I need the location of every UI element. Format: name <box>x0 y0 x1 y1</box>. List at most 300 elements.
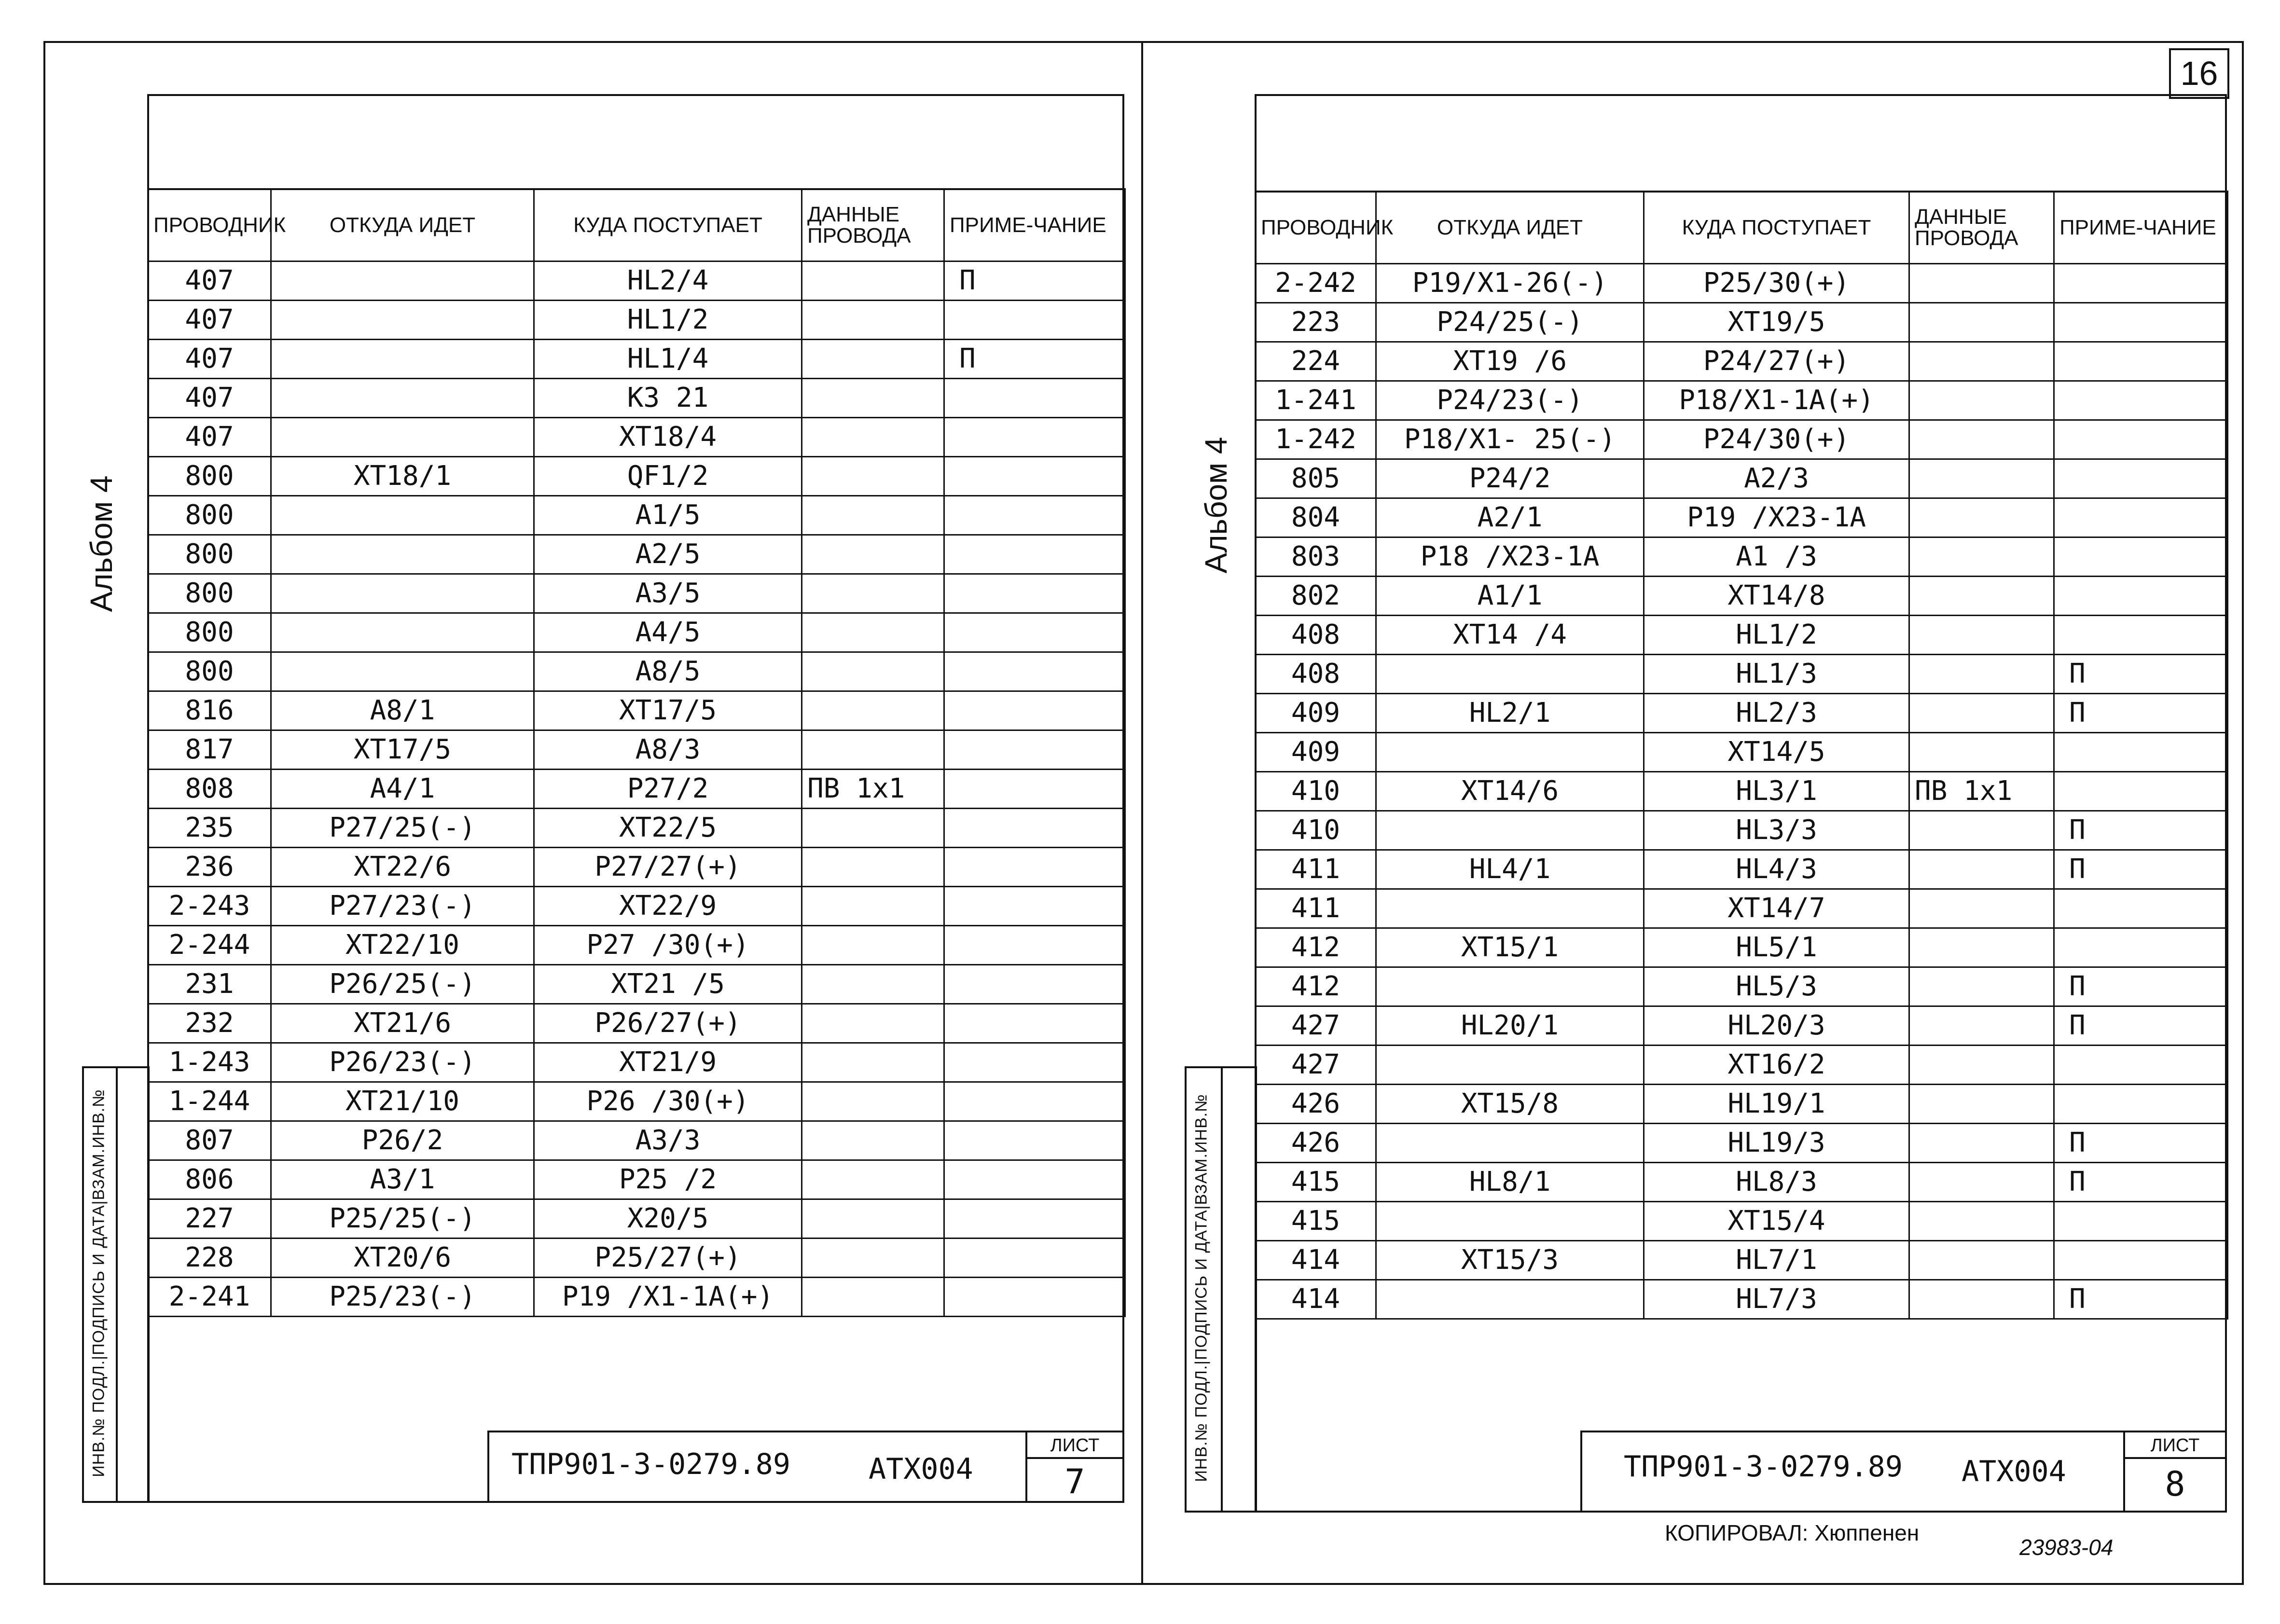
cell-to: HL4/3 <box>1644 850 1909 889</box>
cell-data <box>1909 694 2054 733</box>
stamp-divider-left <box>116 1066 118 1503</box>
column-header-from: ОТКУДА ИДЕТ <box>1376 192 1644 264</box>
cell-to: A2/3 <box>1644 459 1909 498</box>
cell-from <box>271 418 534 457</box>
cell-note <box>2054 928 2228 967</box>
cell-data <box>1909 850 2054 889</box>
cell-to: HL1/2 <box>1644 616 1909 655</box>
cell-from: P24/25(-) <box>1376 303 1644 342</box>
table-row <box>148 809 1125 848</box>
cell-data <box>1909 459 2054 498</box>
cell-from: XT14/6 <box>1376 772 1644 811</box>
cell-from: P24/2 <box>1376 459 1644 498</box>
cell-wire: 414 <box>1256 1241 1376 1280</box>
table-row <box>1256 1124 2228 1163</box>
cell-data <box>802 535 944 574</box>
cell-note: П <box>2054 967 2228 1006</box>
table-body-right <box>1256 264 2228 1319</box>
table-row <box>148 1199 1125 1239</box>
column-header-to: КУДА ПОСТУПАЕТ <box>1644 192 1909 264</box>
cell-note <box>2054 381 2228 420</box>
table-row <box>1256 577 2228 616</box>
cell-to: HL1/4 <box>534 340 802 379</box>
cell-data <box>802 1278 944 1317</box>
cell-to: HL5/3 <box>1644 967 1909 1006</box>
cell-note: П <box>2054 694 2228 733</box>
cell-data <box>802 613 944 652</box>
cell-note: П <box>2054 811 2228 850</box>
cell-to: XT21 /5 <box>534 965 802 1004</box>
cell-to: K3 21 <box>534 379 802 418</box>
cell-to: HL3/1 <box>1644 772 1909 811</box>
cell-to: HL20/3 <box>1644 1006 1909 1046</box>
cell-note: П <box>2054 1163 2228 1202</box>
cell-to: XT17/5 <box>534 691 802 730</box>
cell-to: HL8/3 <box>1644 1163 1909 1202</box>
table-row <box>148 1043 1125 1082</box>
cell-wire: 407 <box>148 261 271 301</box>
cell-from <box>271 496 534 535</box>
cell-note <box>944 379 1125 418</box>
cell-wire: 411 <box>1256 850 1376 889</box>
cell-wire: 427 <box>1256 1006 1376 1046</box>
cell-data <box>802 730 944 770</box>
cell-note <box>944 1199 1125 1239</box>
stamp-text-right: ИНВ.№ ПОДЛ.|ПОДПИСЬ И ДАТА|ВЗАМ.ИНВ.№ <box>1192 1094 1211 1482</box>
cell-note <box>944 887 1125 926</box>
cell-from: P26/2 <box>271 1121 534 1160</box>
cell-to: HL3/3 <box>1644 811 1909 850</box>
table-row <box>1256 772 2228 811</box>
cell-from: A1/1 <box>1376 577 1644 616</box>
cell-from: P27/23(-) <box>271 887 534 926</box>
list-number-left: 7 <box>1064 1462 1085 1501</box>
table-row <box>148 730 1125 770</box>
table-row <box>1256 655 2228 694</box>
cell-wire: 426 <box>1256 1124 1376 1163</box>
cell-from <box>271 613 534 652</box>
cell-wire: 407 <box>148 301 271 340</box>
cell-note: П <box>944 340 1125 379</box>
cell-to: QF1/2 <box>534 457 802 496</box>
cell-data: ПВ 1x1 <box>1909 772 2054 811</box>
title-block-left-edge-right <box>1580 1431 1582 1513</box>
cell-note <box>2054 889 2228 928</box>
column-header-from: ОТКУДА ИДЕТ <box>271 189 534 261</box>
cell-to: P25/27(+) <box>534 1239 802 1278</box>
cell-to: HL7/3 <box>1644 1280 1909 1319</box>
cell-wire: 410 <box>1256 772 1376 811</box>
cell-wire: 412 <box>1256 928 1376 967</box>
cell-from: P26/25(-) <box>271 965 534 1004</box>
cell-data <box>802 1239 944 1278</box>
cell-data <box>1909 889 2054 928</box>
cell-wire: 427 <box>1256 1046 1376 1085</box>
stamp-text-left: ИНВ.№ ПОДЛ.|ПОДПИСЬ И ДАТА|ВЗАМ.ИНВ.№ <box>89 1089 108 1477</box>
table-row <box>1256 928 2228 967</box>
table-row <box>148 1082 1125 1121</box>
cell-to: HL1/2 <box>534 301 802 340</box>
list-box-line-right <box>2123 1457 2227 1459</box>
cell-data <box>1909 1006 2054 1046</box>
cell-from: XT15/1 <box>1376 928 1644 967</box>
album-label-left: Альбом 4 <box>84 475 119 612</box>
stamp-divider-right <box>1221 1066 1223 1513</box>
cell-note <box>944 457 1125 496</box>
cell-from: A3/1 <box>271 1160 534 1199</box>
cell-wire: 408 <box>1256 655 1376 694</box>
cell-wire: 410 <box>1256 811 1376 850</box>
table-body-left <box>148 261 1125 1317</box>
cell-data <box>1909 1124 2054 1163</box>
table-row <box>148 574 1125 613</box>
doc-code-right: ТПР901-3-0279.89 <box>1624 1450 1903 1484</box>
cell-data <box>1909 1085 2054 1124</box>
cell-wire: 803 <box>1256 537 1376 577</box>
cell-wire: 1-243 <box>148 1043 271 1082</box>
cell-to: A3/5 <box>534 574 802 613</box>
cell-from: P18 /X23-1A <box>1376 537 1644 577</box>
cell-to: P27/27(+) <box>534 848 802 887</box>
cell-to: X20/5 <box>534 1199 802 1239</box>
list-label-right: ЛИСТ <box>2150 1435 2200 1456</box>
page-divider <box>1141 41 1143 1585</box>
cell-wire: 807 <box>148 1121 271 1160</box>
cell-from: HL2/1 <box>1376 694 1644 733</box>
cell-note: П <box>2054 1280 2228 1319</box>
cell-note <box>2054 303 2228 342</box>
cell-wire: 408 <box>1256 616 1376 655</box>
cell-note <box>944 496 1125 535</box>
table-row <box>148 496 1125 535</box>
doc-type-right: АТХ004 <box>1962 1455 2066 1488</box>
cell-note <box>2054 537 2228 577</box>
title-block-top-left <box>487 1431 1124 1432</box>
cell-from <box>271 379 534 418</box>
cell-wire: 415 <box>1256 1163 1376 1202</box>
doc-type-left: АТХ004 <box>869 1452 973 1486</box>
cell-from: XT21/6 <box>271 1004 534 1043</box>
cell-from: P26/23(-) <box>271 1043 534 1082</box>
column-header-to: КУДА ПОСТУПАЕТ <box>534 189 802 261</box>
table-row <box>1256 1241 2228 1280</box>
table-row <box>148 887 1125 926</box>
column-header-note: ПРИМЕ-ЧАНИЕ <box>2054 192 2228 264</box>
cell-to: P19 /X1-1A(+) <box>534 1278 802 1317</box>
cell-from <box>271 261 534 301</box>
cell-from: XT17/5 <box>271 730 534 770</box>
cell-to: P24/27(+) <box>1644 342 1909 381</box>
table-header-row <box>148 189 1125 261</box>
cell-note: П <box>2054 655 2228 694</box>
cell-to: P25 /2 <box>534 1160 802 1199</box>
cell-note <box>2054 733 2228 772</box>
cell-from <box>271 574 534 613</box>
table-row <box>1256 616 2228 655</box>
list-number-right: 8 <box>2165 1464 2185 1504</box>
cell-wire: 411 <box>1256 889 1376 928</box>
cell-data <box>802 965 944 1004</box>
cell-note <box>944 1239 1125 1278</box>
cell-to: XT22/5 <box>534 809 802 848</box>
list-box-line-left <box>1025 1457 1124 1459</box>
cell-to: A8/5 <box>534 652 802 691</box>
table-row <box>148 1239 1125 1278</box>
column-header-wire: ПРОВОДНИК <box>1256 192 1376 264</box>
table-row <box>1256 694 2228 733</box>
cell-data <box>802 496 944 535</box>
cell-note <box>944 770 1125 809</box>
table-row <box>148 965 1125 1004</box>
cell-from <box>1376 655 1644 694</box>
cell-wire: 805 <box>1256 459 1376 498</box>
cell-from: XT14 /4 <box>1376 616 1644 655</box>
cell-data <box>1909 655 2054 694</box>
table-row <box>148 457 1125 496</box>
cell-from: XT15/3 <box>1376 1241 1644 1280</box>
cell-data <box>802 691 944 730</box>
cell-wire: 800 <box>148 613 271 652</box>
table-row <box>1256 811 2228 850</box>
cell-data <box>802 1160 944 1199</box>
cell-note <box>2054 498 2228 537</box>
title-block-left-edge-left <box>487 1431 489 1503</box>
cell-note <box>944 418 1125 457</box>
cell-data <box>802 418 944 457</box>
cell-data <box>802 809 944 848</box>
cell-to: XT14/7 <box>1644 889 1909 928</box>
cell-data <box>802 1043 944 1082</box>
cell-wire: 223 <box>1256 303 1376 342</box>
cell-data <box>1909 1163 2054 1202</box>
table-row <box>148 1004 1125 1043</box>
table-row <box>1256 889 2228 928</box>
cell-to: HL19/3 <box>1644 1124 1909 1163</box>
cell-from: A4/1 <box>271 770 534 809</box>
cell-wire: 415 <box>1256 1202 1376 1241</box>
table-row <box>1256 1202 2228 1241</box>
cell-data <box>1909 303 2054 342</box>
cell-note <box>944 691 1125 730</box>
cell-to: A2/5 <box>534 535 802 574</box>
cell-from <box>271 340 534 379</box>
cell-wire: 800 <box>148 535 271 574</box>
cell-wire: 802 <box>1256 577 1376 616</box>
cell-data <box>1909 1202 2054 1241</box>
cell-note <box>2054 772 2228 811</box>
table-row <box>148 418 1125 457</box>
cell-data <box>1909 537 2054 577</box>
cell-note <box>944 1004 1125 1043</box>
cell-to: HL2/3 <box>1644 694 1909 733</box>
table-row <box>148 379 1125 418</box>
cell-to: XT14/5 <box>1644 733 1909 772</box>
album-label-right: Альбом 4 <box>1199 437 1233 574</box>
table-row <box>1256 420 2228 459</box>
cell-from: HL8/1 <box>1376 1163 1644 1202</box>
table-row <box>148 691 1125 730</box>
cell-wire: 412 <box>1256 967 1376 1006</box>
cell-wire: 2-244 <box>148 926 271 965</box>
cell-from: P25/23(-) <box>271 1278 534 1317</box>
title-block-top-right <box>1580 1431 2227 1432</box>
table-row <box>1256 1163 2228 1202</box>
cell-note <box>2054 577 2228 616</box>
table-row <box>148 340 1125 379</box>
cell-data <box>802 1121 944 1160</box>
cell-from <box>271 301 534 340</box>
cell-to: A3/3 <box>534 1121 802 1160</box>
cell-data <box>802 301 944 340</box>
cell-from: P18/X1- 25(-) <box>1376 420 1644 459</box>
table-row <box>1256 850 2228 889</box>
cell-wire: 817 <box>148 730 271 770</box>
cell-note <box>944 613 1125 652</box>
cell-wire: 816 <box>148 691 271 730</box>
cell-wire: 231 <box>148 965 271 1004</box>
cell-to: XT22/9 <box>534 887 802 926</box>
cell-wire: 804 <box>1256 498 1376 537</box>
cell-to: A8/3 <box>534 730 802 770</box>
cell-to: P18/X1-1A(+) <box>1644 381 1909 420</box>
cell-wire: 1-241 <box>1256 381 1376 420</box>
table-row <box>148 1278 1125 1317</box>
table-row <box>1256 498 2228 537</box>
cell-from <box>1376 889 1644 928</box>
cell-data <box>802 1199 944 1239</box>
table-row <box>148 261 1125 301</box>
cell-data <box>802 926 944 965</box>
cell-note <box>944 848 1125 887</box>
cell-data <box>1909 342 2054 381</box>
cell-note <box>944 809 1125 848</box>
cell-note <box>2054 420 2228 459</box>
cell-from: P19/X1-26(-) <box>1376 264 1644 303</box>
cell-data <box>1909 967 2054 1006</box>
cell-wire: 808 <box>148 770 271 809</box>
cell-note: П <box>2054 850 2228 889</box>
cell-wire: 407 <box>148 340 271 379</box>
cell-data <box>802 261 944 301</box>
copied-by-note: КОПИРОВАЛ: Хюппенен <box>1665 1520 1920 1545</box>
cell-from <box>1376 1202 1644 1241</box>
cell-data <box>802 652 944 691</box>
list-label-left: ЛИСТ <box>1050 1435 1100 1456</box>
cell-wire: 800 <box>148 457 271 496</box>
column-header-wire: ПРОВОДНИК <box>148 189 271 261</box>
cell-from <box>1376 811 1644 850</box>
cell-from <box>271 535 534 574</box>
cell-note <box>944 574 1125 613</box>
cell-note <box>944 1043 1125 1082</box>
table-row <box>1256 264 2228 303</box>
cell-data <box>1909 1046 2054 1085</box>
cell-data <box>802 574 944 613</box>
table-row <box>148 652 1125 691</box>
table-row <box>1256 342 2228 381</box>
cell-from <box>271 652 534 691</box>
cell-from: A2/1 <box>1376 498 1644 537</box>
cell-wire: 800 <box>148 496 271 535</box>
cell-from: A8/1 <box>271 691 534 730</box>
table-row <box>148 613 1125 652</box>
cell-from: XT22/6 <box>271 848 534 887</box>
cell-wire: 227 <box>148 1199 271 1239</box>
cell-to: A1 /3 <box>1644 537 1909 577</box>
cell-data <box>802 1082 944 1121</box>
cell-note <box>944 1082 1125 1121</box>
table-row <box>148 848 1125 887</box>
cell-wire: 235 <box>148 809 271 848</box>
cell-note <box>2054 1202 2228 1241</box>
cell-to: XT19/5 <box>1644 303 1909 342</box>
cell-to: HL2/4 <box>534 261 802 301</box>
cell-to: P27/2 <box>534 770 802 809</box>
cell-note <box>944 965 1125 1004</box>
cell-data <box>802 1004 944 1043</box>
cell-data <box>802 340 944 379</box>
cell-note <box>944 1121 1125 1160</box>
table-row <box>148 535 1125 574</box>
cell-note <box>2054 616 2228 655</box>
cell-wire: 236 <box>148 848 271 887</box>
cell-note <box>944 535 1125 574</box>
cell-note <box>2054 1241 2228 1280</box>
cell-note <box>944 1278 1125 1317</box>
table-row <box>148 1160 1125 1199</box>
table-row <box>1256 1280 2228 1319</box>
cell-data <box>1909 928 2054 967</box>
column-header-data: ДАННЫЕ ПРОВОДА <box>802 189 944 261</box>
cell-data <box>802 457 944 496</box>
cell-note <box>944 1160 1125 1199</box>
table-header-row <box>1256 192 2228 264</box>
column-header-data: ДАННЫЕ ПРОВОДА <box>1909 192 2054 264</box>
cell-note: П <box>2054 1124 2228 1163</box>
cell-note <box>944 652 1125 691</box>
cell-from <box>1376 733 1644 772</box>
cell-wire: 224 <box>1256 342 1376 381</box>
cell-data <box>1909 616 2054 655</box>
cell-note <box>2054 342 2228 381</box>
cell-wire: 232 <box>148 1004 271 1043</box>
cell-from: P24/23(-) <box>1376 381 1644 420</box>
table-row <box>1256 303 2228 342</box>
wire-table-right <box>1255 191 2228 1320</box>
cell-to: HL7/1 <box>1644 1241 1909 1280</box>
sheet-number: 16 <box>2180 55 2218 92</box>
cell-to: XT16/2 <box>1644 1046 1909 1085</box>
cell-to: HL19/1 <box>1644 1085 1909 1124</box>
cell-from: HL4/1 <box>1376 850 1644 889</box>
cell-to: HL5/1 <box>1644 928 1909 967</box>
cell-note <box>2054 1046 2228 1085</box>
cell-note <box>944 926 1125 965</box>
cell-from: HL20/1 <box>1376 1006 1644 1046</box>
table-row <box>148 926 1125 965</box>
cell-wire: 409 <box>1256 694 1376 733</box>
table-row <box>148 301 1125 340</box>
cell-from: XT22/10 <box>271 926 534 965</box>
table-row <box>1256 381 2228 420</box>
cell-wire: 806 <box>148 1160 271 1199</box>
cell-wire: 2-242 <box>1256 264 1376 303</box>
cell-wire: 1-242 <box>1256 420 1376 459</box>
cell-data <box>802 379 944 418</box>
cell-wire: 2-241 <box>148 1278 271 1317</box>
cell-wire: 2-243 <box>148 887 271 926</box>
cell-to: HL1/3 <box>1644 655 1909 694</box>
